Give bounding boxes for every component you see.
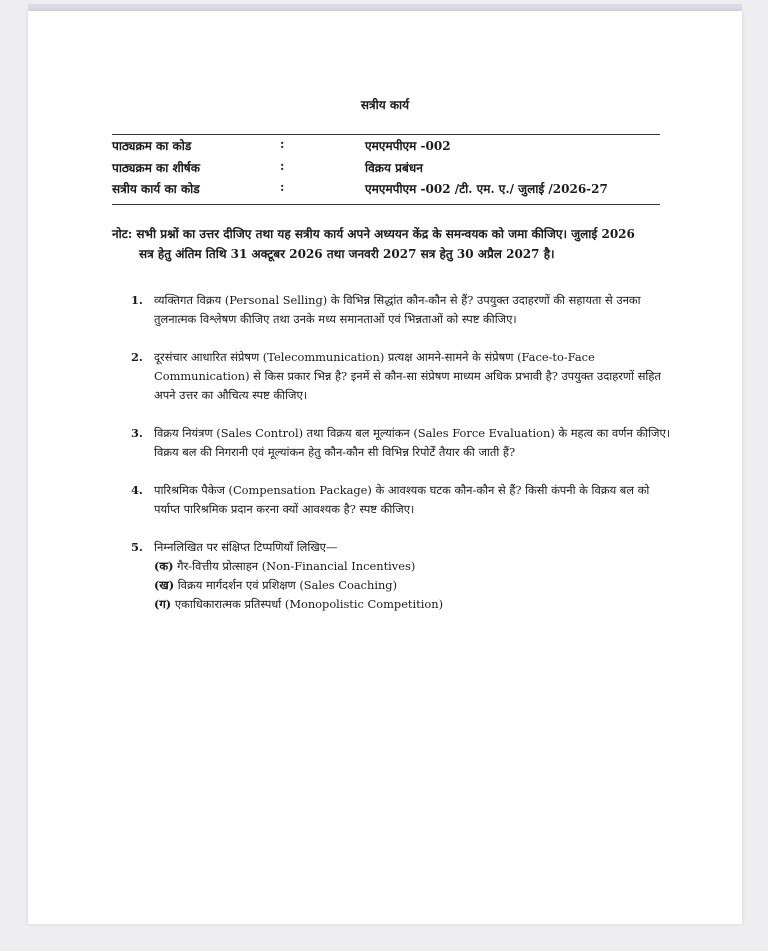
note-block (112, 224, 672, 264)
sub-item-marker: (क) (154, 559, 174, 573)
question-number: 5. (131, 540, 143, 554)
sub-item-marker: (ख) (154, 578, 175, 592)
question-line: विक्रय बल की निगरानी एवं मूल्यांकन हेतु कौन-कौन सी विभिन्न रिपोर्टें तैयार की जाती हैं? (154, 445, 516, 459)
bottom-rule (112, 204, 660, 205)
meta-row-assignment-code (112, 180, 660, 198)
question-number: 3. (131, 426, 143, 440)
question-line: व्यक्तिगत विक्रय (Personal Selling) के विभिन्न सिद्धांत कौन-कौन से हैं? उपयुक्त उदाहरणों की सहायता से उनका (154, 293, 641, 307)
note-line: नोट: सभी प्रश्नों का उत्तर दीजिए तथा यह सत्रीय कार्य अपने अध्ययन केंद्र के समन्वयक को जमा कीजिए। जुलाई 2026 (112, 227, 635, 241)
question-line: अपने उत्तर का औचित्य स्पष्ट कीजिए। (154, 388, 308, 402)
question-number: 4. (131, 483, 143, 497)
meta-value: विक्रय प्रबंधन (365, 161, 423, 175)
meta-value: एमएमपीएम -002 /टी. एम. ए./ जुलाई /2026-27 (365, 182, 608, 196)
viewer-top-bar (28, 4, 742, 11)
question-line: निम्नलिखित पर संक्षिप्त टिप्पणियाँ लिखिए— (154, 540, 338, 554)
meta-label: सत्रीय कार्य का कोड (112, 182, 200, 196)
sub-item-text: गैर-वित्तीय प्रोत्साहन (Non-Financial Incentives) (177, 559, 416, 573)
meta-label: पाठ्यक्रम का शीर्षक (112, 161, 200, 175)
meta-row-course-title (112, 159, 660, 177)
document-page (28, 11, 742, 924)
sub-item-text: एकाधिकारात्मक प्रतिस्पर्धा (Monopolistic Competition) (174, 597, 444, 611)
document-title: सत्रीय कार्य (360, 98, 410, 112)
question-number: 2. (131, 350, 143, 364)
sub-item-kha (154, 576, 662, 595)
sub-item-text: विक्रय मार्गदर्शन एवं प्रशिक्षण (Sales Coaching) (177, 578, 398, 592)
sub-item-ga (154, 595, 662, 614)
meta-colon: : (280, 159, 285, 173)
meta-colon: : (280, 180, 285, 194)
meta-colon: : (280, 137, 285, 151)
question-line: तुलनात्मक विश्लेषण कीजिए तथा उनके मध्य समानताओं एवं भिन्नताओं को स्पष्ट कीजिए। (154, 312, 517, 326)
meta-value: एमएमपीएम -002 (365, 139, 451, 153)
note-line: सत्र हेतु अंतिम तिथि 31 अक्टूबर 2026 तथा जनवरी 2027 सत्र हेतु 30 अप्रैल 2027 है। (139, 247, 555, 261)
question-number: 1. (131, 293, 143, 307)
question-line: पर्याप्त पारिश्रमिक प्रदान करना क्यों आवश्यक है? स्पष्ट कीजिए। (154, 502, 415, 516)
sub-item-marker: (ग) (154, 597, 172, 611)
question-line: Communication) से किस प्रकार भिन्न है? इनमें से कौन-सा संप्रेषण माध्यम अधिक प्रभावी है? उपयुक्त उदाहरणों सहित (154, 369, 661, 383)
meta-row-course-code (112, 137, 660, 155)
meta-label: पाठ्यक्रम का कोड (112, 139, 192, 153)
sub-item-ka (154, 557, 662, 576)
question-line: पारिश्रमिक पैकेज (Compensation Package) के आवश्यक घटक कौन-कौन से हैं? किसी कंपनी के विक्रय बल को (154, 483, 650, 497)
question-line: दूरसंचार आधारित संप्रेषण (Telecommunication) प्रत्यक्ष आमने-सामने के संप्रेषण (Face-to-Face (154, 350, 595, 364)
question-line: विक्रय नियंत्रण (Sales Control) तथा विक्रय बल मूल्यांकन (Sales Force Evaluation) के महत्व का वर्णन कीजिए। (154, 426, 671, 440)
top-rule (112, 134, 660, 135)
